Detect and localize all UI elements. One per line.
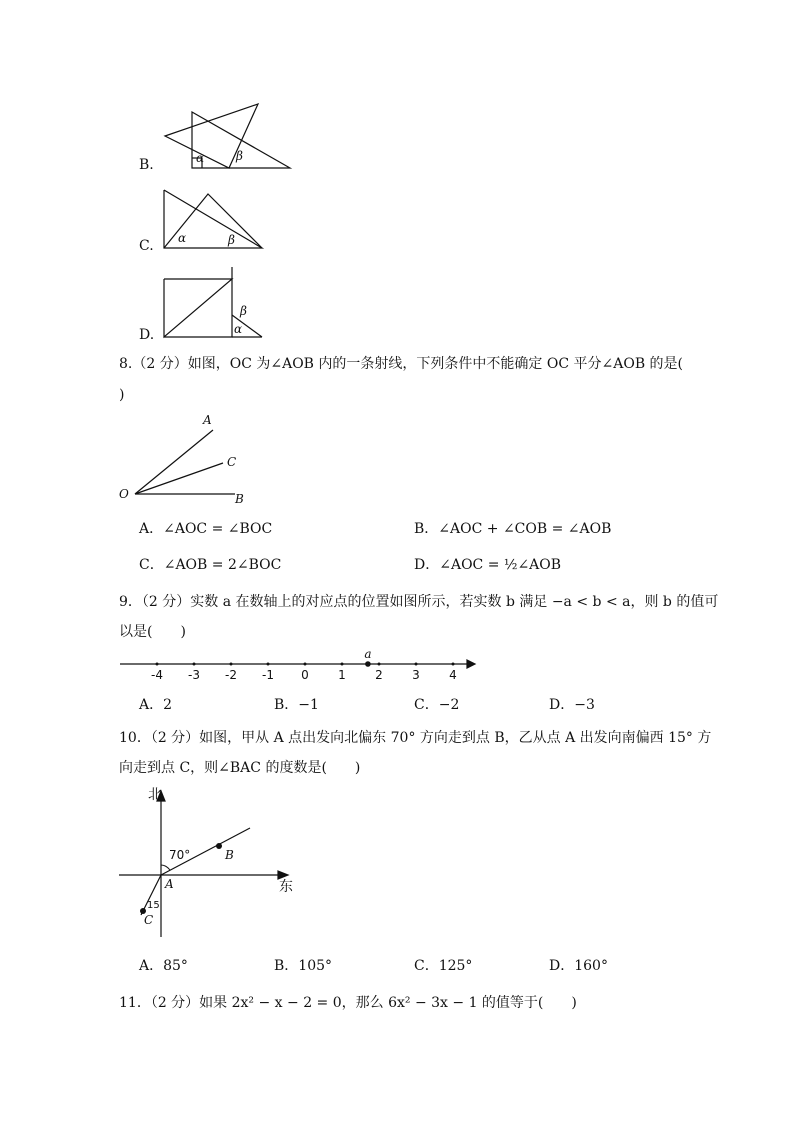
q8-option-b[interactable]: B．∠AOC + ∠COB = ∠AOB <box>414 521 612 537</box>
point-c-label: C <box>227 455 237 469</box>
beta-label: β <box>240 304 247 318</box>
point-a-label: A <box>203 413 212 427</box>
q8-figure <box>115 410 265 510</box>
east-arrow <box>278 871 288 879</box>
option-b-label: B. <box>139 157 154 173</box>
tick-label: 0 <box>301 668 309 682</box>
q10-stem-line2: 向走到点 C，则∠BAC 的度数是( ) <box>119 760 361 776</box>
tick-label: 3 <box>412 668 420 682</box>
alpha-label: α <box>196 151 205 165</box>
tick-mark <box>415 663 418 666</box>
tick-mark <box>341 663 344 666</box>
point-b-label: B <box>235 492 244 506</box>
point-o-label: O <box>119 487 129 501</box>
option-c-label: C. <box>139 238 154 254</box>
axis-arrow <box>467 660 475 668</box>
north-label: 北 <box>148 787 162 803</box>
ray-oa <box>135 430 213 494</box>
tick-label: -1 <box>262 668 274 682</box>
q10-option-c[interactable]: C．125° <box>414 958 473 974</box>
q10-figure <box>115 785 300 945</box>
triangle-2 <box>164 267 232 337</box>
tick-label: 1 <box>338 668 346 682</box>
tick-mark <box>378 663 381 666</box>
q9-stem-line2: 以是( ) <box>119 624 186 640</box>
q8-option-d[interactable]: D．∠AOC = ½∠AOB <box>414 557 562 573</box>
q10-option-a[interactable]: A．85° <box>139 958 188 974</box>
angle-70-label: 70° <box>169 848 191 862</box>
q8-stem-line2: ) <box>119 387 125 403</box>
tick-mark <box>267 663 270 666</box>
q9-option-a[interactable]: A．2 <box>139 697 173 713</box>
q10-stem-line1: 10．（2 分）如图，甲从 A 点出发向北偏东 70° 方向走到点 B，乙从点 A 出发向南偏西 15° 方 <box>119 730 712 746</box>
ray-oc <box>135 463 223 494</box>
q8-stem-line1: 8.（2 分）如图，OC 为∠AOB 内的一条射线，下列条件中不能确定 OC 平分∠AOB 的是( <box>119 356 684 372</box>
triangle-1 <box>164 279 232 337</box>
option-d-figure <box>160 265 270 340</box>
tick-label: -2 <box>225 668 237 682</box>
alpha-label: α <box>234 322 243 336</box>
triangle-1 <box>165 104 258 168</box>
tick-mark <box>304 663 307 666</box>
q9-stem-line1: 9．（2 分）实数 a 在数轴上的对应点的位置如图所示，若实数 b 满足 −a < b < a，则 b 的值可 <box>119 594 719 610</box>
tick-label: 2 <box>375 668 383 682</box>
tick-label: -4 <box>151 668 163 682</box>
q9-option-d[interactable]: D．−3 <box>549 697 595 713</box>
alpha-label: α <box>178 231 187 245</box>
tick-mark <box>156 663 159 666</box>
tick-label: 4 <box>449 668 457 682</box>
q8-option-c[interactable]: C．∠AOB = 2∠BOC <box>139 557 282 573</box>
q9-number-line <box>115 645 480 685</box>
option-c-figure <box>160 186 270 251</box>
beta-label: β <box>236 149 243 163</box>
point-b-label: B <box>225 848 234 862</box>
tick-label: -3 <box>188 668 200 682</box>
option-b-figure <box>160 100 300 172</box>
q10-option-d[interactable]: D．160° <box>549 958 608 974</box>
q10-option-b[interactable]: B．105° <box>274 958 333 974</box>
q9-option-b[interactable]: B．−1 <box>274 697 319 713</box>
q11-stem: 11．（2 分）如果 2x² − x − 2 = 0，那么 6x² − 3x − 1 的值等于( ) <box>119 995 577 1011</box>
east-label: 东 <box>279 879 293 895</box>
tick-mark <box>452 663 455 666</box>
angle-15-label: 15 <box>147 900 160 911</box>
point-a-label: a <box>364 647 372 661</box>
tick-mark <box>230 663 233 666</box>
option-d-label: D. <box>139 327 155 343</box>
point-a-label: A <box>165 877 174 891</box>
tick-mark <box>193 663 196 666</box>
beta-label: β <box>228 233 235 247</box>
point-a-dot <box>365 661 371 667</box>
point-b-dot <box>216 843 222 849</box>
q8-option-a[interactable]: A．∠AOC = ∠BOC <box>139 521 273 537</box>
q9-option-c[interactable]: C．−2 <box>414 697 460 713</box>
point-c-label: C <box>144 913 154 927</box>
angle-arc-70 <box>161 865 170 870</box>
